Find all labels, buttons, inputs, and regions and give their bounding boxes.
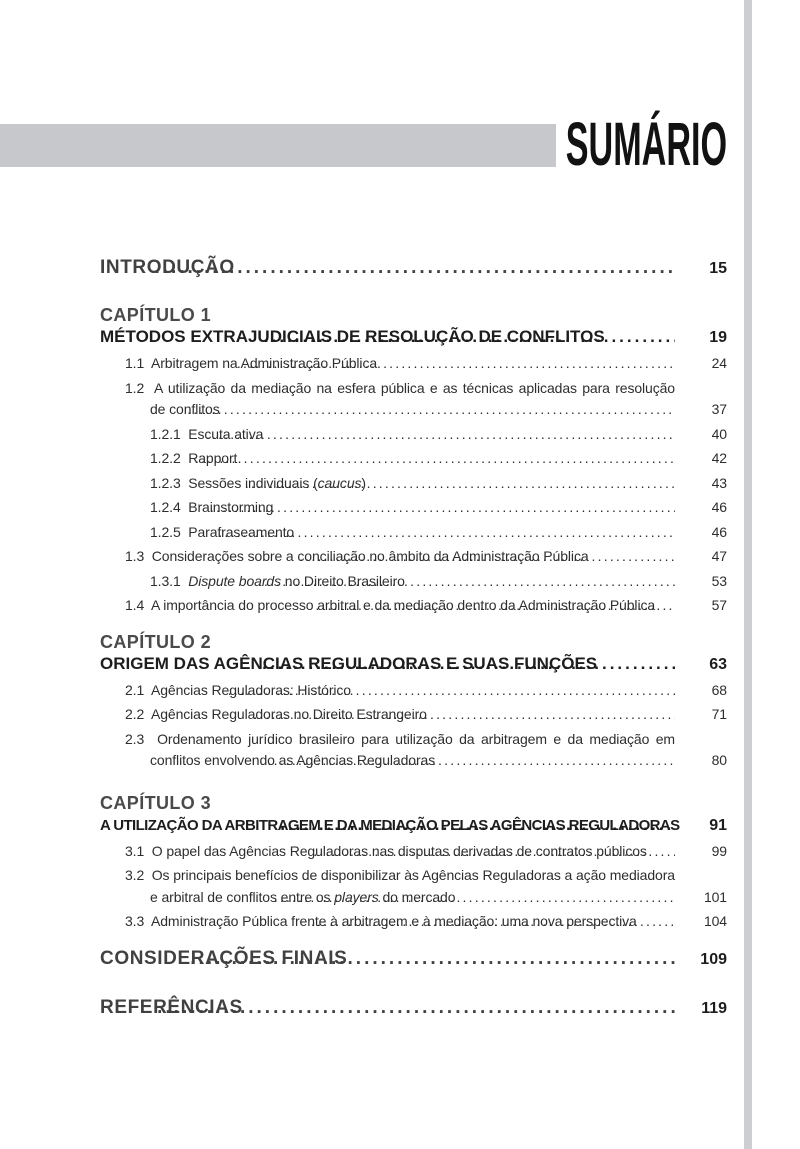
dot-leader (268, 750, 675, 772)
dot-leader (313, 841, 675, 863)
dot-leader (258, 571, 675, 593)
toc-section (100, 996, 727, 1021)
toc-entry-line: 3.2 Os principais benefícios de disponibilizar às Agências Reguladoras a ação mediadora (125, 867, 675, 883)
page-number: 37 (711, 401, 727, 417)
dot-leader (154, 256, 675, 280)
toc-entry (100, 571, 727, 593)
toc-entry (100, 546, 727, 568)
header-bar (0, 124, 556, 167)
entry-text: 1.1 Arbitragem na Administração Pública (125, 355, 378, 371)
dot-leader (228, 680, 675, 702)
page-number: 24 (711, 355, 727, 371)
page-number: 71 (711, 706, 727, 722)
dot-leader (206, 424, 675, 446)
entry-text: 3.3 Administração Pública frente à arbitragem e à mediação: uma nova perspectiva (125, 913, 637, 929)
toc-section (100, 256, 727, 281)
chapter-title (100, 814, 727, 837)
page-number: 57 (711, 597, 727, 613)
page-number: 15 (709, 260, 727, 277)
page-edge-strip (744, 0, 752, 1149)
page-number: 46 (711, 523, 727, 540)
dot-leader (274, 887, 675, 909)
toc-entry-lastline (125, 595, 727, 617)
toc-entry (100, 911, 727, 933)
entry-text: ORIGEM DAS AGÊNCIAS REGULADORAS E SUAS FUNÇÕES (100, 653, 598, 673)
page-number: 46 (711, 499, 727, 515)
dot-leader (315, 595, 675, 617)
entry-text: INTRODUÇÃO (100, 257, 235, 278)
toc-entry (100, 522, 727, 544)
entry-text: 1.2.4 Brainstorming (150, 499, 274, 515)
toc-entry (100, 497, 727, 519)
entry-text: 1.3 Considerações sobre a conciliação no âmbito da Administração Pública (125, 548, 589, 564)
page-number: 80 (711, 752, 727, 768)
toc-entry-lastline (125, 546, 727, 568)
toc-entry-lastline (150, 424, 727, 446)
toc-main-heading (100, 947, 727, 972)
entry-text: MÉTODOS EXTRAJUDICIAIS DE RESOLUÇÃO DE CONFLITOS (100, 327, 605, 346)
toc-entry-lastline (150, 522, 727, 544)
toc-entry-lastline (150, 571, 727, 593)
page-title: SUMÁRIO (565, 110, 727, 178)
chapter-title (100, 653, 727, 676)
page-number: 68 (711, 681, 727, 698)
page-number: 104 (703, 913, 727, 929)
entry-text: 1.3.1 Dispute boards no Direito Brasileiro (150, 572, 405, 589)
toc-entry-line: 2.3 Ordenamento jurídico brasileiro para utilização da arbitragem e da mediação em (125, 730, 675, 747)
dot-leader (210, 497, 675, 519)
toc-entry-lastline (150, 473, 727, 495)
toc-main-heading (100, 256, 727, 281)
entry-text: 1.2.2 Rapport (150, 450, 238, 466)
dot-leader (187, 399, 675, 421)
toc-entry (100, 841, 727, 863)
page-number: 63 (709, 655, 727, 673)
toc-chapter (100, 631, 727, 772)
dot-leader (245, 473, 675, 495)
toc-entry-lastline (150, 497, 727, 519)
entry-text: conflitos envolvendo as Agências Reguladoras (150, 752, 436, 768)
dot-leader (195, 448, 675, 470)
entry-text: 2.2 Agências Reguladoras no Direito Estrangeiro (125, 706, 427, 722)
chapter-entries (100, 353, 727, 617)
toc-entry-lastline (150, 399, 727, 421)
toc-entry-line: 1.2 A utilização da mediação na esfera pública e as técnicas aplicadas para resolução (125, 379, 675, 396)
toc-main-heading (100, 996, 727, 1021)
entry-text: 1.2.1 Escuta ativa (150, 425, 264, 442)
page-number: 101 (703, 888, 727, 905)
page-number: 109 (700, 950, 727, 968)
toc-entry-lastline (125, 911, 727, 933)
toc-entry-lastline (150, 750, 727, 772)
chapter-label: CAPÍTULO 1 (100, 305, 212, 325)
toc-entry (100, 424, 727, 446)
dot-leader (299, 546, 675, 568)
dot-leader (262, 653, 675, 675)
toc-entry-lastline (150, 887, 727, 909)
page-number: 43 (711, 474, 727, 491)
toc-entry (100, 473, 727, 495)
page-number: 47 (711, 548, 727, 564)
page-number: 91 (709, 816, 727, 834)
entry-text: 1.4 A importância do processo arbitral e da mediação dentro da Administração Pública (125, 597, 656, 613)
page-number: 19 (709, 329, 727, 346)
toc-chapter (100, 792, 727, 933)
toc-entry (100, 865, 727, 908)
toc-entry-lastline (150, 448, 727, 470)
page-number: 42 (711, 450, 727, 466)
toc-entry-lastline (125, 841, 727, 863)
toc-entry (100, 595, 727, 617)
dot-leader (190, 947, 675, 971)
dot-leader (264, 326, 675, 348)
dot-leader (311, 911, 675, 933)
entry-text: 1.2.5 Parafraseamento (150, 523, 295, 540)
toc-chapter (100, 304, 727, 617)
page-number: 40 (711, 425, 727, 442)
dot-leader (237, 353, 675, 375)
entry-text: 3.1 O papel das Agências Reguladoras nas disputas derivadas de contratos públicos (125, 842, 647, 859)
entry-text: de conflitos (150, 401, 220, 417)
toc-entry (100, 353, 727, 375)
toc-entry (100, 729, 727, 772)
chapter-label: CAPÍTULO 2 (100, 631, 212, 652)
toc-entry (100, 448, 727, 470)
toc-section (100, 947, 727, 972)
dot-leader (280, 814, 675, 836)
toc-entry (100, 680, 727, 702)
entry-text: 1.2.3 Sessões individuais (caucus) (150, 474, 366, 491)
dot-leader (157, 996, 675, 1020)
dot-leader (218, 522, 675, 544)
table-of-contents (100, 256, 727, 1021)
entry-text: A UTILIZAÇÃO DA ARBITRAGEM E DA MEDIAÇÃO PELAS AGÊNCIAS REGULADORAS (100, 816, 680, 834)
page-number: 53 (711, 572, 727, 589)
chapter-title (100, 326, 727, 349)
toc-entry-lastline (125, 353, 727, 375)
entry-text: e arbitral de conflitos entre os players do mercado (150, 888, 456, 905)
chapter-entries (100, 841, 727, 933)
toc-entry-lastline (125, 680, 727, 702)
toc-entry (100, 704, 727, 726)
chapter-entries (100, 680, 727, 772)
dot-leader (253, 704, 675, 726)
toc-entry-lastline (125, 704, 727, 726)
entry-text: 2.1 Agências Reguladoras: Histórico (125, 681, 351, 698)
entry-text: CONSIDERAÇÕES FINAIS (100, 947, 348, 969)
page-number: 119 (701, 999, 727, 1017)
entry-text: REFERÊNCIAS (100, 996, 243, 1018)
page-number: 99 (711, 842, 727, 859)
toc-entry (100, 378, 727, 421)
chapter-label: CAPÍTULO 3 (100, 792, 212, 813)
